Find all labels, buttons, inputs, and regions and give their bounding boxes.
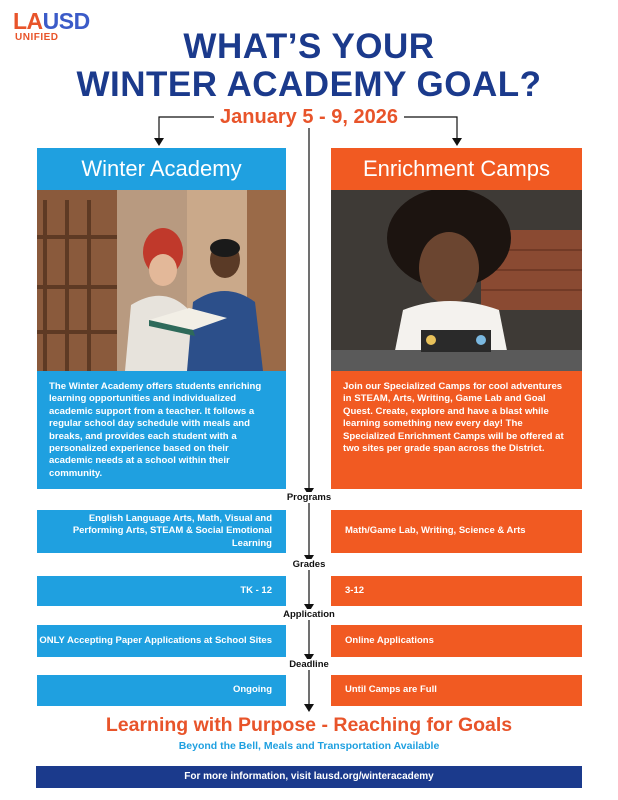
page-title-line1: WHAT’S YOUR bbox=[183, 27, 435, 66]
logo-subtitle: UNIFIED bbox=[15, 32, 59, 43]
winter-academy-description: The Winter Academy offers students enriching learning opportunities and individualized academic support from a teacher. It follows a regular school day schedule with meals and breaks, and provides each student with a personalized experience based on their academic needs at a school within their community. bbox=[37, 371, 286, 489]
enrichment-camps-heading: Enrichment Camps bbox=[331, 148, 582, 190]
deadline-label: Deadline bbox=[259, 659, 359, 670]
grades-winter-academy: TK - 12 bbox=[37, 576, 286, 606]
programs-enrichment-camps: Math/Game Lab, Writing, Science & Arts bbox=[331, 510, 582, 553]
grades-label: Grades bbox=[259, 559, 359, 570]
event-date: January 5 - 9, 2026 bbox=[220, 106, 398, 128]
application-winter-academy: ONLY Accepting Paper Applications at School Sites bbox=[37, 625, 286, 657]
deadline-winter-academy: Ongoing bbox=[37, 675, 286, 706]
application-enrichment-camps: Online Applications bbox=[331, 625, 582, 657]
programs-winter-academy: English Language Arts, Math, Visual and Performing Arts, STEAM & Social Emotional Learning bbox=[37, 510, 286, 553]
subtagline: Beyond the Bell, Meals and Transportation Available bbox=[178, 740, 440, 752]
deadline-enrichment-camps: Until Camps are Full bbox=[331, 675, 582, 706]
application-label: Application bbox=[259, 609, 359, 620]
tagline: Learning with Purpose - Reaching for Goals bbox=[105, 714, 513, 736]
info-footer: For more information, visit lausd.org/winteracademy bbox=[36, 766, 582, 788]
enrichment-camps-description: Join our Specialized Camps for cool adventures in STEAM, Arts, Writing, Game Lab and Goal Quest. Create, explore and have a blast while learning something new every day! The Specialized Enrichment Camps will be offered at two sites per grade span across the District. bbox=[331, 371, 582, 489]
students-reading-photo bbox=[37, 190, 286, 371]
grades-enrichment-camps: 3-12 bbox=[331, 576, 582, 606]
programs-label: Programs bbox=[259, 492, 359, 503]
logo-wordmark: LAUSD bbox=[13, 8, 90, 34]
winter-academy-heading: Winter Academy bbox=[37, 148, 286, 190]
page-title-line2: WINTER ACADEMY GOAL? bbox=[76, 65, 542, 104]
girl-robotics-photo bbox=[331, 190, 582, 371]
